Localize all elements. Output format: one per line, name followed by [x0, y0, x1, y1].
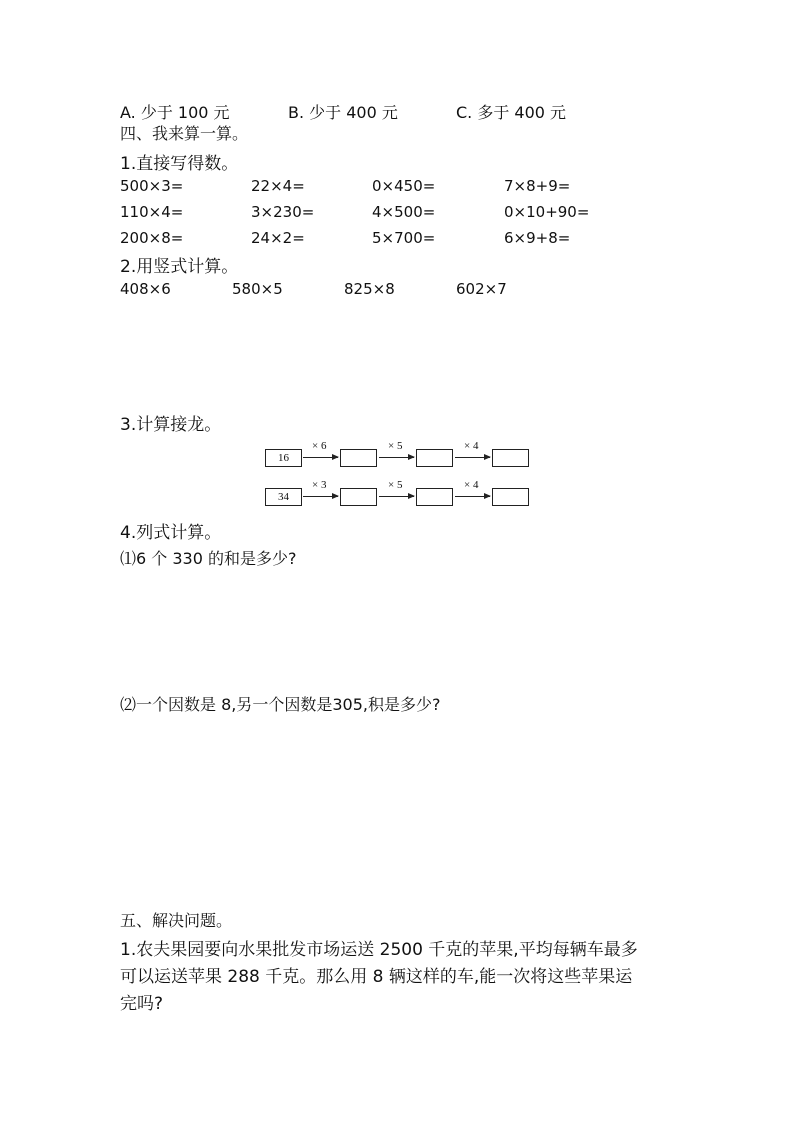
q1-item: 4×500=	[372, 203, 436, 221]
q1-item: 22×4=	[251, 177, 305, 195]
option-a: A. 少于 100 元	[120, 103, 230, 122]
q4-part-1: ⑴6 个 330 的和是多少?	[120, 549, 297, 568]
answer-box	[340, 488, 377, 506]
q2-title: 2.用竖式计算。	[120, 257, 239, 277]
q3-title: 3.计算接龙。	[120, 415, 222, 435]
q1-item: 5×700=	[372, 229, 436, 247]
problem-1-line: 可以运送苹果 288 千克。那么用 8 辆这样的车,能一次将这些苹果运	[120, 967, 633, 987]
q1-item: 24×2=	[251, 229, 305, 247]
q1-item: 200×8=	[120, 229, 184, 247]
answer-box	[416, 449, 453, 467]
q4-part-2: ⑵一个因数是 8,另一个因数是305,积是多少?	[120, 695, 441, 714]
q1-item: 500×3=	[120, 177, 184, 195]
answer-box	[340, 449, 377, 467]
chain-start-box: 16	[265, 449, 302, 467]
problem-1-line: 完吗?	[120, 994, 164, 1014]
section-5-heading: 五、解决问题。	[120, 911, 233, 930]
q1-item: 3×230=	[251, 203, 315, 221]
q1-title: 1.直接写得数。	[120, 154, 239, 174]
chain-operator: × 5	[388, 440, 403, 452]
q2-item: 602×7	[456, 280, 507, 298]
chain-operator: × 5	[388, 479, 403, 491]
q1-item: 0×10+90=	[504, 203, 590, 221]
chain-operator: × 4	[464, 479, 479, 491]
chain-start-box: 34	[265, 488, 302, 506]
answer-box	[416, 488, 453, 506]
chain-operator: × 3	[312, 479, 327, 491]
arrow-icon	[303, 496, 338, 497]
arrow-icon	[379, 496, 414, 497]
arrow-icon	[455, 457, 490, 458]
q1-item: 6×9+8=	[504, 229, 571, 247]
q2-item: 580×5	[232, 280, 283, 298]
q1-item: 110×4=	[120, 203, 184, 221]
option-b: B. 少于 400 元	[288, 103, 398, 122]
chain-operator: × 4	[464, 440, 479, 452]
problem-1-line: 1.农夫果园要向水果批发市场运送 2500 千克的苹果,平均每辆车最多	[120, 940, 638, 960]
option-c: C. 多于 400 元	[456, 103, 567, 122]
q1-item: 7×8+9=	[504, 177, 571, 195]
arrow-icon	[303, 457, 338, 458]
section-4-heading: 四、我来算一算。	[120, 124, 249, 143]
answer-box	[492, 449, 529, 467]
chain-operator: × 6	[312, 440, 327, 452]
arrow-icon	[379, 457, 414, 458]
arrow-icon	[455, 496, 490, 497]
q2-item: 408×6	[120, 280, 171, 298]
q1-item: 0×450=	[372, 177, 436, 195]
answer-box	[492, 488, 529, 506]
q4-title: 4.列式计算。	[120, 523, 222, 543]
q2-item: 825×8	[344, 280, 395, 298]
